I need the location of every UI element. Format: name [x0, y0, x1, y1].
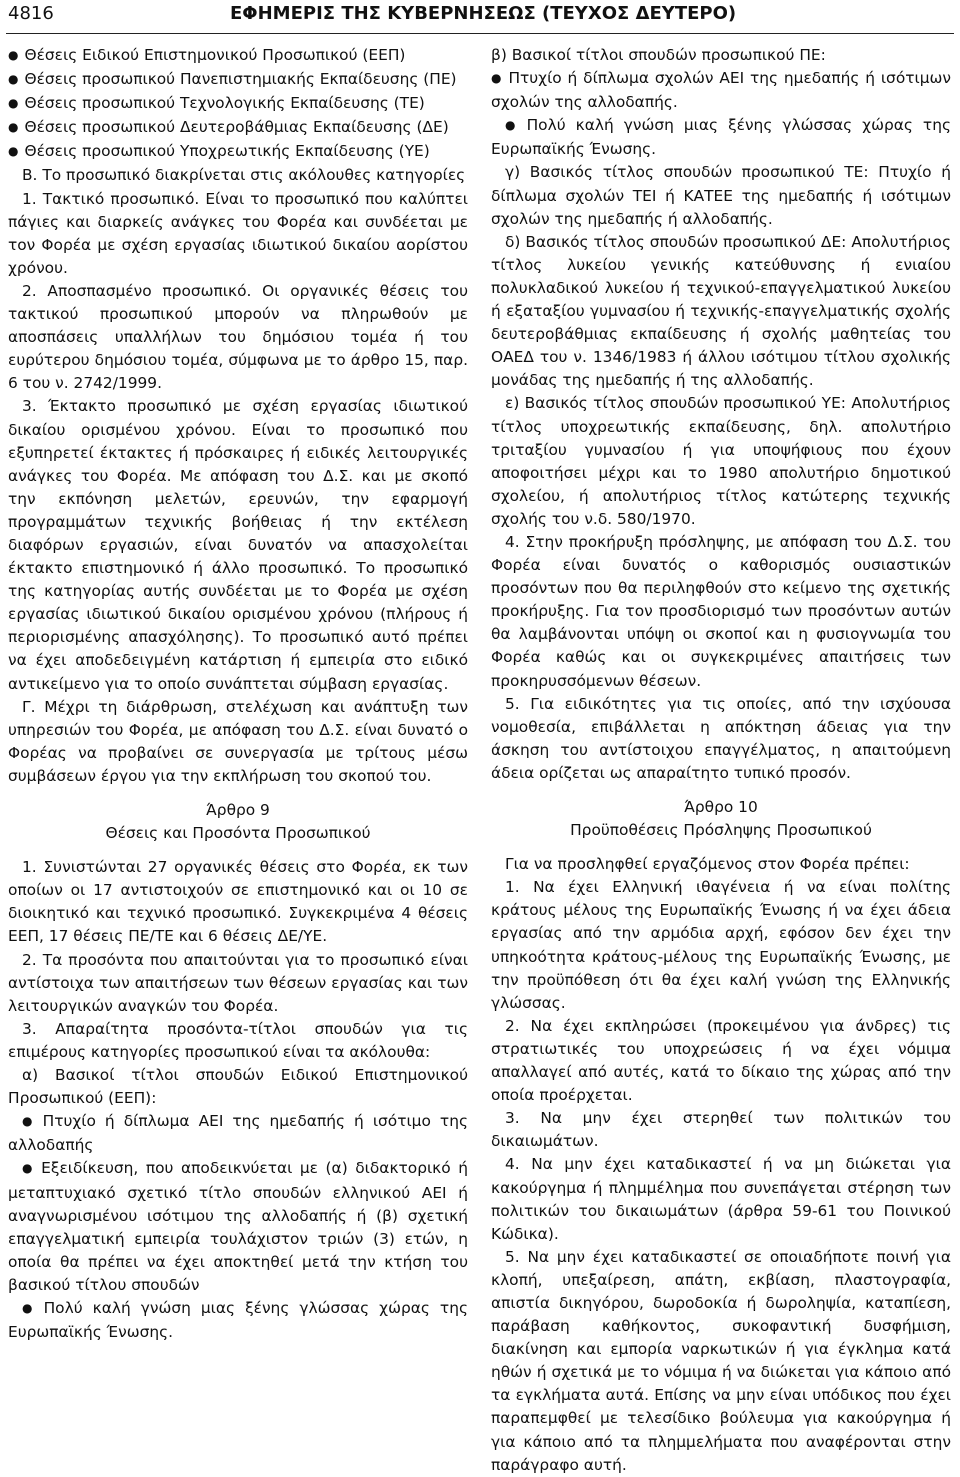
gazette-title: ΕΦΗΜΕΡΙΣ ΤΗΣ ΚΥΒΕΡΝΗΣΕΩΣ (ΤΕΥΧΟΣ ΔΕΥΤΕΡΟ) [230, 3, 737, 24]
position-category-bullet: ● Θέσεις προσωπικού Τεχνολογικής Εκπαίδευσης (ΤΕ) [8, 92, 468, 116]
article-9-heading: Άρθρο 9 [206, 801, 270, 819]
paragraph: 5. Να μην έχει καταδικαστεί σε οποιαδήποτε ποινή για κλοπή, υπεξαίρεση, απάτη, εκβίαση, πλαστογραφία, απιστία δικηγόρου, δωροδοκία ή δωροληψία, καταπίεση, παράβαση καθήκοντος, συκοφαντική δυσφήμιση, διακίνηση και εμπορία ναρκωτικών ή για έγκλημα κατά ηθών ή σχετικά με το νόμιμα ή να διώκεται για κάποιο από τα εγκλήματα αυτά. Επίσης να μην είναι υπόδικος που έχει παραπεμφθεί με τελεσίδικο βούλευμα για κακούργημα ή για κάποιο από τα πλημμελήματα που αναφέρονται στην παράγραφο αυτή. [491, 1247, 951, 1474]
paragraph: Γ. Μέχρι τη διάρθρωση, στελέχωση και ανάπτυξη των υπηρεσιών του Φορέα, με απόφαση του Δ.Σ. είναι δυνατό ο Φορέας να προβαίνει σε συνεργασία με τρίτους μέσω συμβάσεων έργου για την εκπλήρωση του σκοπού του. [8, 697, 468, 785]
paragraph: 1. Να έχει Ελληνική ιθαγένεια ή να είναι πολίτης κράτους μέλους της Ευρωπαϊκής Ένωσης ή να έχει άδεια εργασίας από την αρμόδια αρχή, εφόσον δεν έχει την υπηκοότητα κράτους-μέλους της Ευρωπαϊκής Ένωσης, με την προϋπόθεση ότι θα έχει καλή γνώση της Ελληνικής γλώσσας. [491, 878, 951, 1012]
paragraph: β) Βασικοί τίτλοι σπουδών προσωπικού ΠΕ: [491, 46, 826, 64]
qualification-bullet: ● Πτυχίο ή δίπλωμα ΑΕΙ της ημεδαπής ή ισότιμο της αλλοδαπής [8, 1110, 468, 1157]
position-category-bullet: ● Θέσεις Ειδικού Επιστημονικού Προσωπικού (ΕΕΠ) [8, 44, 468, 68]
paragraph: 2. Τα προσόντα που απαιτούνται για το προσωπικό είναι αντίστοιχα των απαιτήσεων των θέσεων εργασίας και των λειτουργικών αναγκών του Φορέα. [8, 950, 468, 1015]
position-category-bullet: ● Θέσεις προσωπικού Πανεπιστημιακής Εκπαίδευσης (ΠΕ) [8, 68, 468, 92]
right-column [491, 44, 951, 1477]
paragraph: 1. Συνιστώνται 27 οργανικές θέσεις στο Φορέα, εκ των οποίων οι 17 αντιστοιχούν σε επιστημονικό και οι 10 σε διοικητικό και τεχνικό προσωπικό. Συγκεκριμένα 4 θέσεις ΕΕΠ, 17 θέσεις ΠΕ/ΤΕ και 6 θέσεις ΔΕ/ΥΕ. [8, 858, 468, 946]
paragraph: 3. Έκτακτο προσωπικό με σχέση εργασίας ιδιωτικού δικαίου ορισμένου χρόνου. Είναι το προσωπικό που εξυπηρετεί έκτακτες ή πρόσκαιρες ή ειδικές λειτουργικές ανάγκες του Φορέα. Με απόφαση του Δ.Σ. και με σκοπό την εκπόνηση μελετών, ερευνών, την εφαρμογή προγραμμάτων τεχνικής βοήθειας ή την εκτέλεση διαφόρων εργασιών, είναι δυνατόν να απασχολείται έκτακτο επιστημονικό ή άλλο προσωπικό. Το προσωπικό της κατηγορίας αυτής συνδέεται με το Φορέα με σχέση εργασίας ιδιωτικού δικαίου ορισμένου χρόνου (πλήρους ή περιορισμένης απασχόλησης). Το προσωπικό αυτό πρέπει να έχει αποδεδειγμένη κατάρτιση ή εμπειρία στο ειδικό αντικείμενο για το οποίο συνάπτεται σύμβαση εργασίας. [8, 397, 468, 693]
qualification-bullet: ● Εξειδίκευση, που αποδεικνύεται με (α) διδακτορικό ή μεταπτυχιακό σχετικό τίτλο σπουδών ελληνικού ΑΕΙ ή αναγνωρισμένου ισότιμου της αλλοδαπής ή (β) σχετική επαγγελματική εμπειρία τουλάχιστον τριών (3) ετών, η οποία θα πρέπει να έχει αποκτηθεί μετά την κτήση του βασικού τίτλου σπουδών [8, 1157, 468, 1297]
position-category-bullet: ● Θέσεις προσωπικού Υποχρεωτικής Εκπαίδευσης (ΥΕ) [8, 140, 468, 164]
paragraph: γ) Βασικός τίτλος σπουδών προσωπικού ΤΕ: Πτυχίο ή δίπλωμα σχολών ΤΕΙ ή ΚΑΤΕΕ της ημεδαπής ή ισότιμων σχολών της ημεδαπής ή αλλοδαπής. [491, 163, 951, 228]
article-9-subheading: Θέσεις και Προσόντα Προσωπικού [105, 824, 371, 843]
page-header [0, 0, 960, 34]
page-number: 4816 [8, 3, 54, 24]
position-category-bullet: ● Θέσεις προσωπικού Δευτεροβάθμιας Εκπαίδευσης (ΔΕ) [8, 116, 468, 140]
paragraph: 2. Να έχει εκπληρώσει (προκειμένου για άνδρες) τις στρατιωτικές του υποχρεώσεις ή να έχει νόμιμα απαλλαγεί από αυτές, κατά το δίκαιο της χώρας από την οποία προέρχεται. [491, 1016, 951, 1105]
left-column [8, 44, 468, 1344]
qualification-bullet: ● Πολύ καλή γνώση μιας ξένης γλώσσας χώρας της Ευρωπαϊκής Ένωσης. [491, 114, 951, 161]
paragraph: Για να προσληφθεί εργαζόμενος στον Φορέα πρέπει: [505, 855, 910, 874]
article-10-heading: Άρθρο 10 [684, 798, 758, 816]
paragraph: 3. Να μην έχει στερηθεί των πολιτικών του δικαιωμάτων. [491, 1109, 951, 1151]
header-rule [6, 33, 954, 34]
article-10-subheading: Προϋποθέσεις Πρόσληψης Προσωπικού [570, 821, 872, 840]
paragraph: Β. Το προσωπικό διακρίνεται στις ακόλουθες κατηγορίες [22, 166, 466, 185]
qualification-bullet: ● Πτυχίο ή δίπλωμα σχολών ΑΕΙ της ημεδαπής ή ισότιμων σχολών της αλλοδαπής. [491, 67, 951, 114]
paragraph: 4. Να μην έχει καταδικαστεί ή να μη διώκεται για κακούργημα ή πλημμέλημα που συνεπάγεται στέρηση των πολιτικών του δικαιωμάτων (άρθρα 59-61 του Ποινικού Κώδικα). [491, 1155, 951, 1243]
paragraph: 4. Στην προκήρυξη πρόσληψης, με απόφαση του Δ.Σ. του Φορέα είναι δυνατός ο καθορισμός ουσιαστικών προσόντων που θα περιληφθούν στο κείμενο της σχετικής προκήρυξης. Για τον προσδιορισμό των προσόντων αυτών θα λαμβάνονται υπόψη οι σκοποί και η φυσιογνωμία του Φορέα καθώς και οι συγκεκριμένες απαιτήσεις των προκηρυσσόμενων θέσεων. [491, 532, 951, 690]
paragraph: δ) Βασικός τίτλος σπουδών προσωπικού ΔΕ: Απολυτήριος τίτλος λυκείου γενικής κατεύθυνσης ή ενιαίου πολυκλαδικού λυκείου ή τεχνικού-επαγγελματικού λυκείου ή εξαταξίου γυμνασίου ή τεχνικής-επαγγελματικής σχολής δευτεροβάθμιας εκπαίδευσης ή σχολής μαθητείας του ΟΑΕΔ του ν. 1346/1983 ή άλλου ισότιμου τίτλου σχολικής μονάδας της ημεδαπής ή της αλλοδαπής. [491, 232, 951, 390]
paragraph: 2. Αποσπασμένο προσωπικό. Οι οργανικές θέσεις του τακτικού προσωπικού μπορούν να πληρωθούν με αποσπάσεις υπαλλήλων του δημόσιου τομέα ή του ευρύτερου δημόσιου τομέα, σύμφωνα με το άρθρο 15, παρ. 6 του ν. 2742/1999. [8, 281, 468, 393]
paragraph: 5. Για ειδικότητες για τις οποίες, από την ισχύουσα νομοθεσία, επιβάλλεται η απόκτηση άδειας για την άσκηση του αντίστοιχου επαγγέλματος, η απαιτούμενη άδεια ορίζεται ως απαραίτητο τυπικό προσόν. [491, 694, 951, 782]
paragraph: 1. Τακτικό προσωπικό. Είναι το προσωπικό που καλύπτει πάγιες και διαρκείς ανάγκες του Φορέα και συνδέεται με τον Φορέα με σχέση εργασίας ιδιωτικού δικαίου αορίστου χρόνου. [8, 189, 468, 277]
qualification-bullet: ● Πολύ καλή γνώση μιας ξένης γλώσσας χώρας της Ευρωπαϊκής Ένωσης. [8, 1297, 468, 1344]
paragraph: ε) Βασικός τίτλος σπουδών προσωπικού ΥΕ: Απολυτήριος τίτλος υποχρεωτικής εκπαίδευσης, δηλ. απολυτήριο τριταξίου γυμνασίου ή για υποψήφιους που έχουν αποφοιτήσει μέχρι και το 1980 απολυτήριο δημοτικού σχολείου, ή απολυτήριος τίτλος κατώτερης τεχνικής σχολής του ν.δ. 580/1970. [491, 394, 951, 528]
paragraph: α) Βασικοί τίτλοι σπουδών Ειδικού Επιστημονικού Προσωπικού (ΕΕΠ): [8, 1066, 468, 1108]
paragraph: 3. Απαραίτητα προσόντα-τίτλοι σπουδών για τις επιμέρους κατηγορίες προσωπικού είναι τα ακόλουθα: [8, 1019, 468, 1061]
